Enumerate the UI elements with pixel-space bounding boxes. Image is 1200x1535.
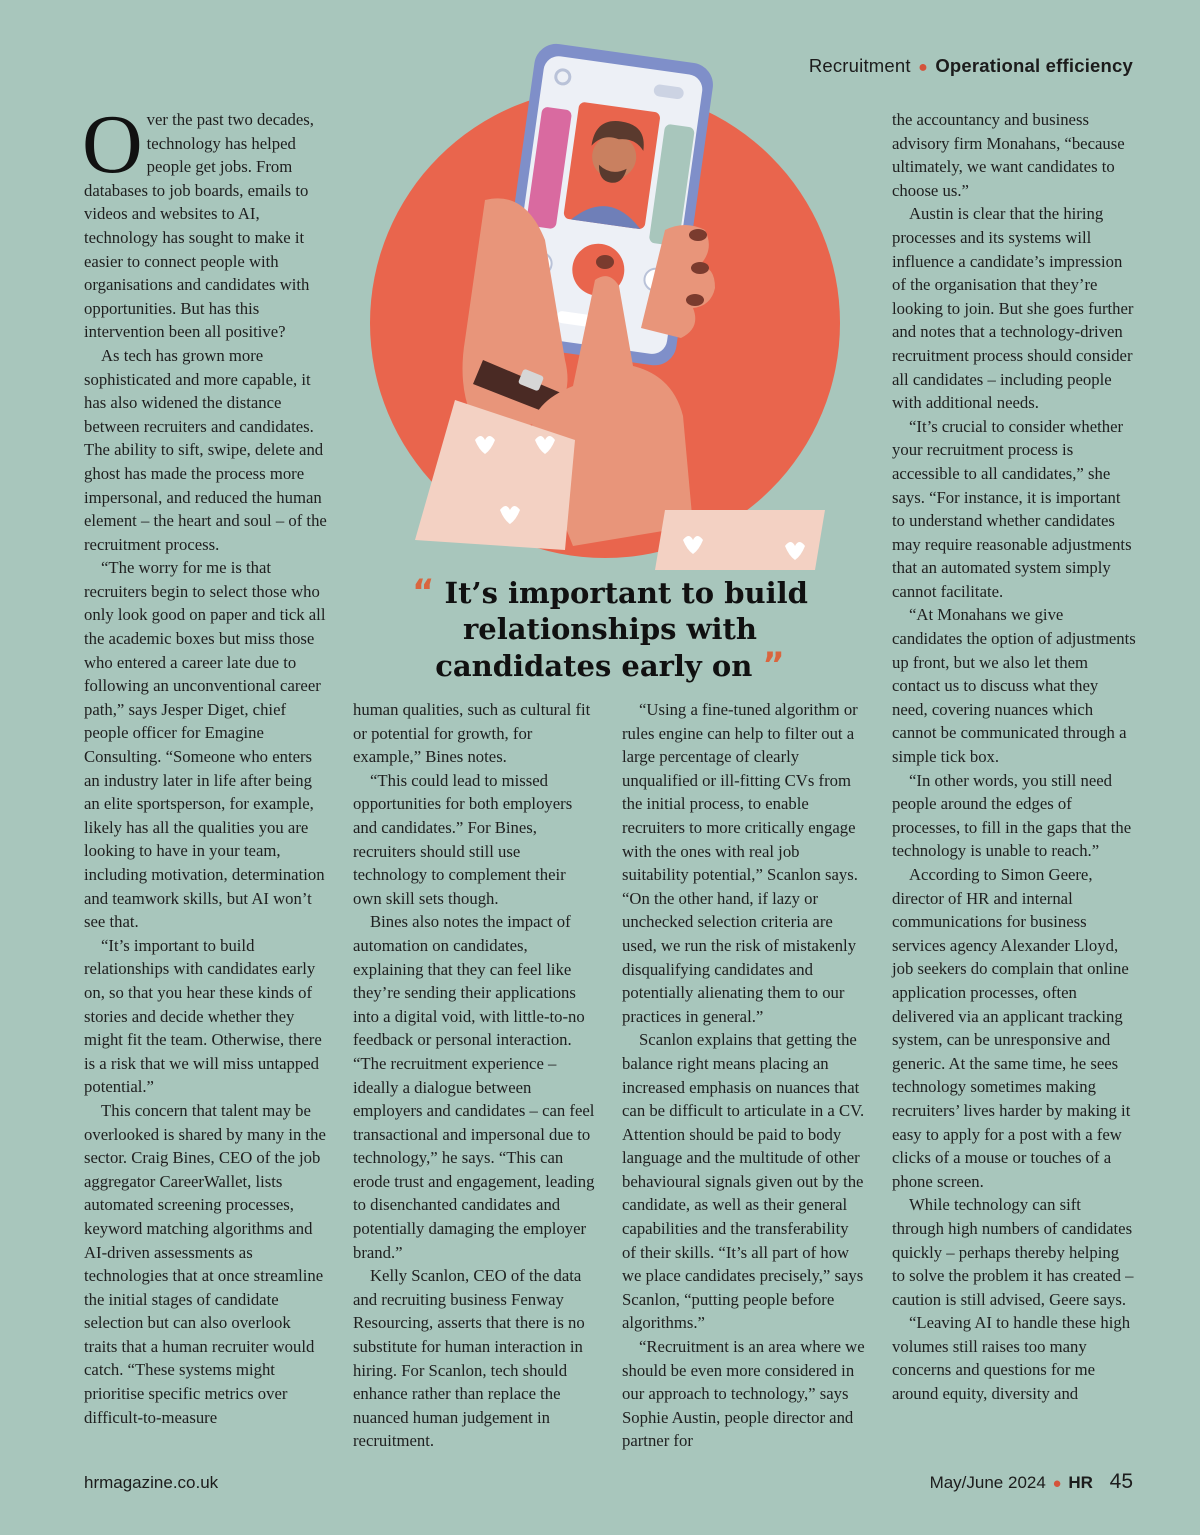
- subsection-label: Operational efficiency: [935, 55, 1133, 76]
- paragraph: According to Simon Geere, director of HR and internal communications for business services agency Alexander Lloyd, job seekers do complain that online application processes, often delivered via an applicant tracking system, can be unresponsive and generic. At the same time, he sees technology sometimes making recruiters’ lives harder by making it easy to apply for a post with a few clicks of a mouse or touches of a phone screen.: [892, 865, 1131, 1191]
- article-column-3: [622, 698, 866, 1453]
- article-column-1: [82, 98, 328, 1429]
- paragraph: “It’s important to build relationships with candidates early on, so that you hear these kinds of stories and decide whether they might fit the team. Otherwise, there is a risk that we will miss untapped potential.”: [84, 935, 322, 1097]
- close-quote-icon: ”: [762, 645, 785, 685]
- open-quote-icon: “: [412, 572, 435, 612]
- paragraph: the accountancy and business advisory firm Monahans, “because ultimately, we want candidates to choose us.”: [892, 110, 1125, 200]
- magazine-brand: HR: [1068, 1473, 1093, 1492]
- bullet-dot-icon: ●: [1052, 1475, 1062, 1492]
- paragraph: Austin is clear that the hiring processes and its systems will influence a candidate’s impression of the organisation that they’re looking to join. But she goes further and notes that a technology-driven recruitment process should consider all candidates – including people with additional needs.: [892, 204, 1134, 413]
- bullet-dot-icon: ●: [918, 59, 928, 76]
- hand-holding-phone-illustration: [365, 40, 845, 570]
- issue-date: May/June 2024: [929, 1473, 1046, 1492]
- paragraph: As tech has grown more sophisticated and more capable, it has also widened the distance between recruiters and candidates. The ability to sift, swipe, delete and ghost has made the process more impersonal, and reduced the human element – the heart and soul – of the recruitment process.: [84, 345, 327, 554]
- paragraph: “Using a fine-tuned algorithm or rules engine can help to filter out a large percentage of clearly unqualified or ill-fitting CVs from the initial process, to enable recruiters to more critically engage with the ones with real job suitability potential,” Scanlon says. “On the other hand, if lazy or unchecked selection criteria are used, we run the risk of mistakenly disqualifying candidates and potentially alienating them to our practices in general.”: [622, 700, 858, 1026]
- article-column-2: [353, 698, 597, 1453]
- paragraph: “It’s crucial to consider whether your recruitment process is accessible to all candidates,” she says. “For instance, it is important to understand whether candidates may require reasonable adjustments that an automated system simply cannot facilitate.: [892, 416, 1132, 601]
- paragraph: human qualities, such as cultural fit or potential for growth, for example,” Bines notes.: [353, 700, 591, 767]
- article-column-4: [892, 108, 1136, 1406]
- paragraph: Bines also notes the impact of automation on candidates, explaining that they can feel like they’re sending their applications into a digital void, with little-to-no feedback or personal interaction. “The recruitment experience – ideally a dialogue between employers and candidates – can feel transactional and impersonal due to technology,” he says. “This can erode trust and engagement, leading to disenchanted candidates and potentially damaging the employer brand.”: [353, 912, 595, 1262]
- paragraph: “In other words, you still need people around the edges of processes, to fill in the gaps that the technology is unable to reach.”: [892, 770, 1132, 861]
- pull-quote: [405, 574, 815, 684]
- section-label: Recruitment: [808, 55, 911, 76]
- paragraph: Scanlon explains that getting the balance right means placing an increased emphasis on nuances that can be difficult to articulate in a CV. Attention should be paid to body language and the multitude of other behavioural signals given out by the candidate, as well as their general capabilities and the transferability of their skills. “It’s all part of how we place candidates precisely,” says Scanlon, “putting people before algorithms.”: [622, 1030, 865, 1333]
- paragraph: “Recruitment is an area where we should be even more considered in our approach to technology,” says Sophie Austin, people director and partner for: [622, 1337, 865, 1451]
- website-url: hrmagazine.co.uk: [84, 1473, 219, 1492]
- paragraph: “The worry for me is that recruiters begin to select those who only look good on paper and tick all the academic boxes but miss those who entered a career late due to following an unconventional career path,” says Jesper Diget, chief people officer for Emagine Consulting. “Someone who enters an industry later in life after being an elite sportsperson, for example, likely has all the qualities you are looking to have in your team, including motivation, determination and teamwork skills, but AI won’t see that.: [84, 558, 326, 932]
- paragraph: This concern that talent may be overlooked is shared by many in the sector. Craig Bines, CEO of the job aggregator CareerWallet, lists automated screening processes, keyword matching algorithms and AI-driven assessments as technologies that at once streamline the initial stages of candidate selection but can also overlook traits that a human recruiter would catch. “These systems might prioritise specific metrics over difficult-to-measure: [84, 1100, 326, 1427]
- pull-quote-text: It’s important to build relationships with candidates early on: [435, 576, 808, 683]
- paragraph: “Leaving AI to handle these high volumes still raises too many concerns and questions for me around equity, diversity and: [892, 1313, 1131, 1404]
- paragraph: While technology can sift through high numbers of candidates quickly – perhaps thereby helping to solve the problem it has created – caution is still advised, Geere says.: [892, 1195, 1134, 1309]
- page-number: 45: [1109, 1470, 1133, 1493]
- section-header: [809, 55, 1133, 77]
- paragraph: [82, 98, 328, 344]
- page-footer: [930, 1470, 1133, 1494]
- paragraph: “This could lead to missed opportunities for both employers and candidates.” For Bines, recruiters should still use technology to complement their own skill sets though.: [353, 770, 573, 908]
- drop-cap: O: [82, 98, 143, 191]
- paragraph-text: ver the past two decades, technology has helped people get jobs. From databases to job boards, emails to videos and websites to AI, technology has sought to make it easier to connect people with organisations and candidates with opportunities. But has this intervention been all positive?: [84, 110, 314, 342]
- paragraph: Kelly Scanlon, CEO of the data and recruiting business Fenway Resourcing, asserts that there is no substitute for human interaction in hiring. For Scanlon, tech should enhance rather than replace the nuanced human judgement in recruitment.: [353, 1266, 585, 1451]
- paragraph: “At Monahans we give candidates the option of adjustments up front, but we also let them contact us to discuss what they need, covering nuances which cannot be communicated through a simple tick box.: [892, 605, 1136, 767]
